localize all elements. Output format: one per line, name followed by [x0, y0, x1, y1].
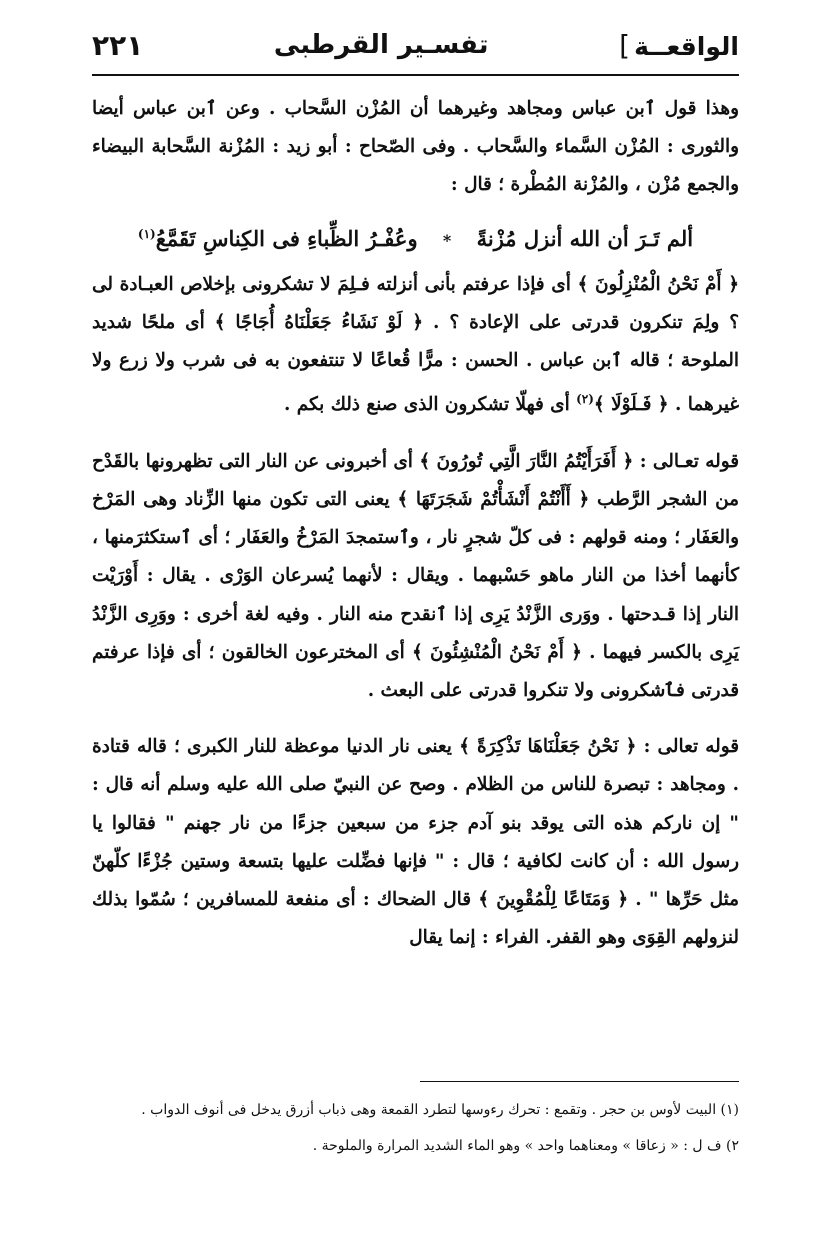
poetry-verse: [92, 215, 739, 260]
text-line: ٱبن عباس . الحسن : مرًّا قُعاعًا لا تنتفعون به فى شرب ولا زرع ولا غيرهما . ﴿ فَـلَوْلَا ﴾: [92, 350, 739, 416]
text-line: ومجاهد : تبصرة للناس من الظلام . وصح عن النبيّ صلى الله عليه وسلم أنه قال : " إن ناركم: [92, 774, 739, 834]
footnote-marker-2: (٢): [576, 392, 594, 407]
text-line: قوله تعالى : ﴿ نَحْنُ جَعَلْنَاهَا تَذْكِرَةً ﴾ يعنى نار الدنيا موعظة للنار الكبرى ؛ قاله قتادة .: [92, 736, 739, 796]
page-header: [92, 16, 739, 76]
page-number: ٢٢١: [92, 28, 144, 62]
page-body: [92, 90, 739, 957]
footnote-divider: [420, 1081, 739, 1082]
header-bracket: ]: [619, 28, 631, 62]
surah-label: الواقعــة: [634, 31, 739, 61]
text-line: المُزْن السَّماء والسَّحاب . وفى الصّحاح : أبو زيد : المُزْنة السَّحابة البيضاء والجمع مُزْن ، والمُزْنة: [92, 136, 739, 196]
footnote-marker-1: (١): [137, 226, 156, 241]
text-line: أى فهلّا تشكرون الذى صنع ذلك بكم .: [283, 394, 570, 416]
footnote-2: ٢) ف ل : « زعاقا » ومعناهما واحد » وهو الماء الشديد المرارة والملوحة .: [312, 1138, 739, 1154]
text-line: من الشجر الرَّطب ﴿ أَأَنْتُمْ أَنْشَأْتُمْ شَجَرَتَهَا ﴾ يعنى التى تكون منها الزِّناد وهى المَرْخ والعَفَار ؛: [92, 488, 739, 549]
text-line: قدرتى على البعث .: [367, 679, 517, 701]
text-line: قال الضحاك : أى منفعة للمسافرين ؛ سُمّوا بذلك لنزولهم القِوَى وهو القفر. الفراء : إنما يقال: [92, 888, 739, 949]
text-line: وهذا قول ٱبن عباس ومجاهد وغيرهما أن المُزْن السَّحاب . وعن ٱبن عباس أيضا والثورى :: [92, 98, 739, 158]
paragraph-4: [92, 728, 739, 957]
paragraph-3: [92, 443, 739, 710]
text-line: قوله تعـالى : ﴿ أَفَرَأَيْتُمُ النَّارَ الَّتِي تُورُونَ ﴾ أى أخبرونى عن النار التى تظهرونها بالقَدْح: [92, 450, 739, 472]
paragraph-1: [92, 90, 739, 205]
text-line: ومنه قولهم : فى كلّ شجرٍ نار ، وٱستمجدَ المَرْخُ والعَفَار ؛ أى ٱستكثرَمنها ، كأنهما أخذا من: [92, 527, 740, 587]
text-line: هذه التى يوقد بنو آدم جزء من سبعين جزءًا من نار جهنم " فقالوا يا رسول الله : أن كانت: [92, 812, 739, 872]
text-line: ﴿ أَمْ نَحْنُ الْمُنْزِلُونَ ﴾ أى فإذا عرفتم بأنى أنزلته فـلِمَ لا تشكرونى بإخلاص العبـادة لى ؟: [92, 273, 739, 334]
text-line: ووَرى الزَّنْدُ يَرِى إذا ٱنقدح منه النار . وفيه لغة أخرى : ووَرِى الزَّنْدُ يَرِى بالكسر فيهما .: [92, 603, 739, 663]
text-line: المُطْرة ؛ قال :: [450, 174, 567, 196]
text-line: ولِمَ تنكرون قدرتى على الإعادة ؟ . ﴿ لَوْ نَشَاءُ جَعَلْنَاهُ أُجَاجًا ﴾ أى ملحًا شديد الملوحة ؛ قاله: [92, 312, 740, 372]
text-line: النار ماهو حَسْبهما . ويقال : لأنهما يُسرعان الوَرْى . يقال : أَوْرَيْت النار إذا قـدحتها .: [92, 565, 739, 625]
verse-hemistich-right: ألم تَـرَ أن الله أنزل مُزْنةً: [476, 225, 694, 251]
paragraph-2: [92, 266, 739, 425]
verse-hemistich-left: وعُفْـرُ الظِّباءِ فى الكِناسِ تَقَمَّعُ: [155, 225, 418, 251]
text-line: لكافية ؛ قال : " فإنها فضِّلت عليها بتسعة وستين جُزْءًا كلّهنّ مثل حَرِّها " . ﴿ وَمَتَاعًا لِلْمُقْوِينَ ﴾: [92, 850, 740, 910]
text-line: ﴿ أَمْ نَحْنُ الْمُنْشِئُونَ ﴾ أى المخترعون الخالقون ؛ أى فإذا عرفتم قدرتى فٱشكرونى ولا تنكروا: [92, 641, 739, 701]
verse-separator: *: [442, 230, 452, 250]
surah-name: [619, 29, 739, 62]
footnote-1: (١) البيت لأوس بن حجر . وتقمع : تحرك رءوسها لتطرد القمعة وهى ذباب أزرق يدخل فى أنوف الدواب .: [141, 1102, 739, 1118]
book-title: تفسـير القرطبى: [273, 30, 489, 60]
footnotes: [92, 1092, 739, 1164]
